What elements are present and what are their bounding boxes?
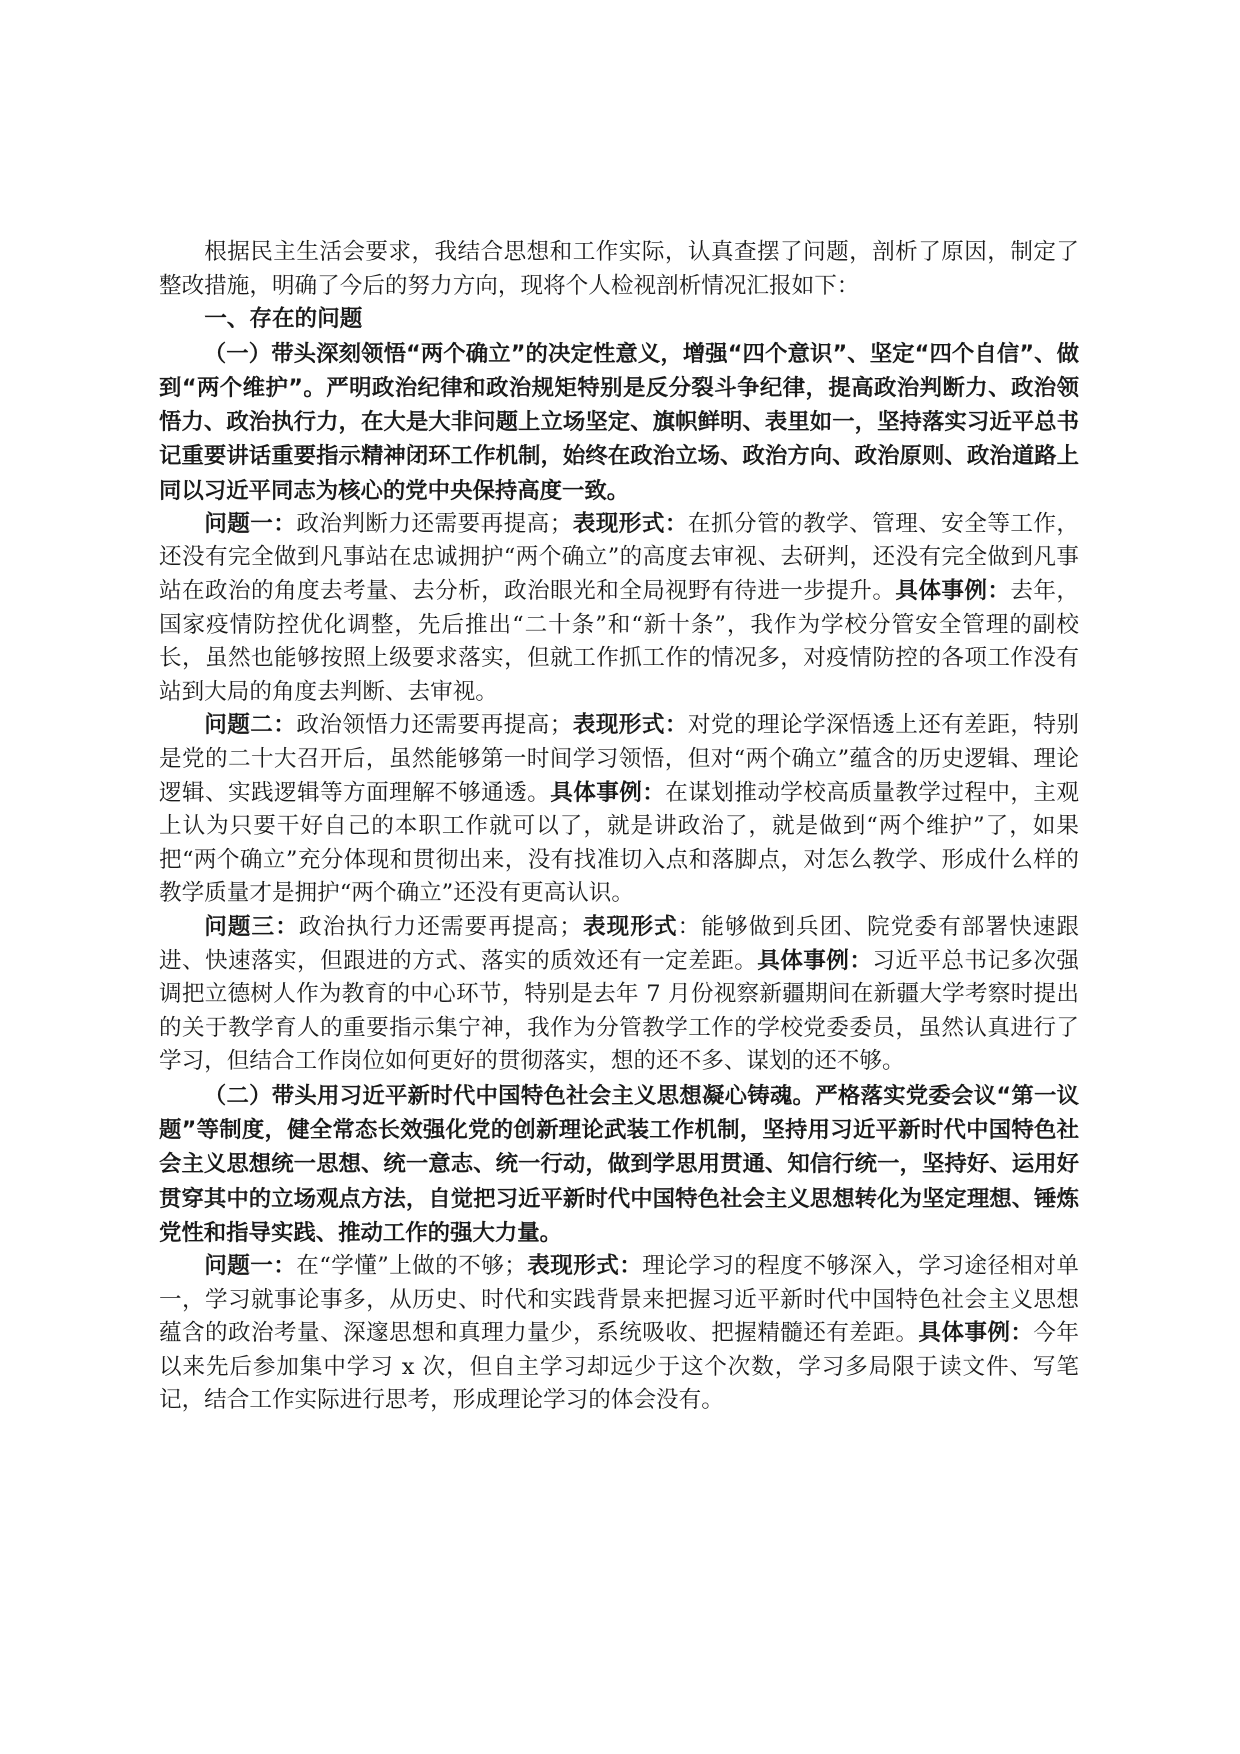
problem-text: 政治执行力还需要再提高； bbox=[298, 913, 582, 940]
problem-paragraph-1 bbox=[159, 508, 1079, 710]
form-text: ：能够做到兵团、院党委有部署快速跟进、快速落实，但跟进的方式、落实的质效还有一定差距。 bbox=[159, 913, 1080, 974]
problem-text: 政治判断力还需要再提高； bbox=[296, 510, 573, 537]
example-text: 习近平总书记多次强调把立德树人作为教育的中心环节，特别是去年 7 月份视察新疆期间在新疆大学考察时提出的关于教学育人的重要指示集宁神，我作为分管教学工作的学校党委委员，虽然认真进行了学习，但结合工作岗位如何更好的贯彻落实，想的还不多、谋划的还不够。 bbox=[159, 947, 1080, 1075]
form-label: 表现形式： bbox=[526, 1252, 643, 1279]
example-label: 具体事例： bbox=[895, 577, 1011, 604]
subsection-title-2: （二）带头用习近平新时代中国特色社会主义思想凝心铸魂。严格落实党委会议“第一议题”等制度，健全常态长效强化党的创新理论武装工作机制，坚持用习近平新时代中国特色社会主义思想统一思想、统一意志、统一行动，做到学思用贯通、知信行统一，坚持好、运用好贯穿其中的立场观点方法，自觉把习近平新时代中国特色社会主义思想转化为坚定理想、锤炼党性和指导实践、推动工作的强大力量。 bbox=[159, 1082, 1079, 1246]
problem-paragraph-3 bbox=[159, 911, 1079, 1079]
problem-label: 问题一： bbox=[204, 510, 297, 537]
problem-label: 问题三： bbox=[204, 913, 299, 940]
example-text: 在谋划推动学校高质量教学过程中，主观上认为只要干好自己的本职工作就可以了，就是讲政治了，就是做到“两个维护”了，如果把“两个确立”充分体现和贯彻出来，没有找准切入点和落脚点，对怎么教学、形成什么样的教学质量才是拥护“两个确立”还没有更高认识。 bbox=[159, 779, 1080, 907]
form-text: 对党的理论学深悟透上还有差距，特别是党的二十大召开后，虽然能够第一时间学习领悟，但对“两个确立”蕴含的历史逻辑、理论逻辑、实践逻辑等方面理解不够通透。 bbox=[159, 712, 1080, 806]
problem-paragraph-4 bbox=[159, 1250, 1079, 1418]
example-label: 具体事例： bbox=[550, 779, 666, 806]
example-label: 具体事例： bbox=[918, 1320, 1034, 1347]
problem-text: 在“学懂”上做的不够； bbox=[296, 1252, 527, 1279]
problem-text: 政治领悟力还需要再提高； bbox=[296, 712, 573, 739]
form-label: 表现形式： bbox=[572, 510, 688, 537]
form-label: 表现形式： bbox=[572, 712, 688, 739]
subsection-title-1: （一）带头深刻领悟“两个确立”的决定性意义，增强“四个意识”、坚定“四个自信”、做到“两个维护”。严明政治纪律和政治规矩特别是反分裂斗争纪律，提高政治判断力、政治领悟力、政治执行力，在大是大非问题上立场坚定、旗帜鲜明、表里如一，坚持落实习近平总书记重要讲话重要指示精神闭环工作机制，始终在政治立场、政治方向、政治原则、政治道路上同以习近平同志为核心的党中央保持高度一致。 bbox=[159, 340, 1079, 504]
example-label: 具体事例： bbox=[757, 947, 873, 974]
problem-label: 问题一： bbox=[204, 1252, 297, 1279]
document-body bbox=[159, 236, 1079, 1418]
problem-paragraph-2 bbox=[159, 709, 1079, 911]
section-title: 一、存在的问题 bbox=[204, 306, 363, 333]
intro-paragraph: 根据民主生活会要求，我结合思想和工作实际，认真查摆了问题，剖析了原因，制定了整改措施，明确了今后的努力方向，现将个人检视剖析情况汇报如下： bbox=[159, 239, 1079, 299]
form-text: 理论学习的程度不够深入，学习途径相对单一，学习就事论事多，从历史、时代和实践背景来把握习近平新时代中国特色社会主义思想蕴含的政治考量、深邃思想和真理力量少，系统吸收、把握精髓还有差距。 bbox=[159, 1252, 1079, 1347]
problem-label: 问题二： bbox=[204, 712, 297, 739]
example-text: 今年以来先后参加集中学习 x 次，但自主学习却远少于这个次数，学习多局限于读文件、写笔记，结合工作实际进行思考，形成理论学习的体会没有。 bbox=[159, 1320, 1080, 1414]
example-text: 去年，国家疫情防控优化调整，先后推出“二十条”和“新十条”，我作为学校分管安全管理的副校长，虽然也能够按照上级要求落实，但就工作抓工作的情况多，对疫情防控的各项工作没有站到大局的角度去判断、去审视。 bbox=[159, 577, 1080, 705]
form-text: 在抓分管的教学、管理、安全等工作，还没有完全做到凡事站在忠诚拥护“两个确立”的高度去审视、去研判，还没有完全做到凡事站在政治的角度去考量、去分析，政治眼光和全局视野有待进一步提升。 bbox=[159, 510, 1080, 604]
form-label: 表现形式 bbox=[581, 913, 678, 940]
